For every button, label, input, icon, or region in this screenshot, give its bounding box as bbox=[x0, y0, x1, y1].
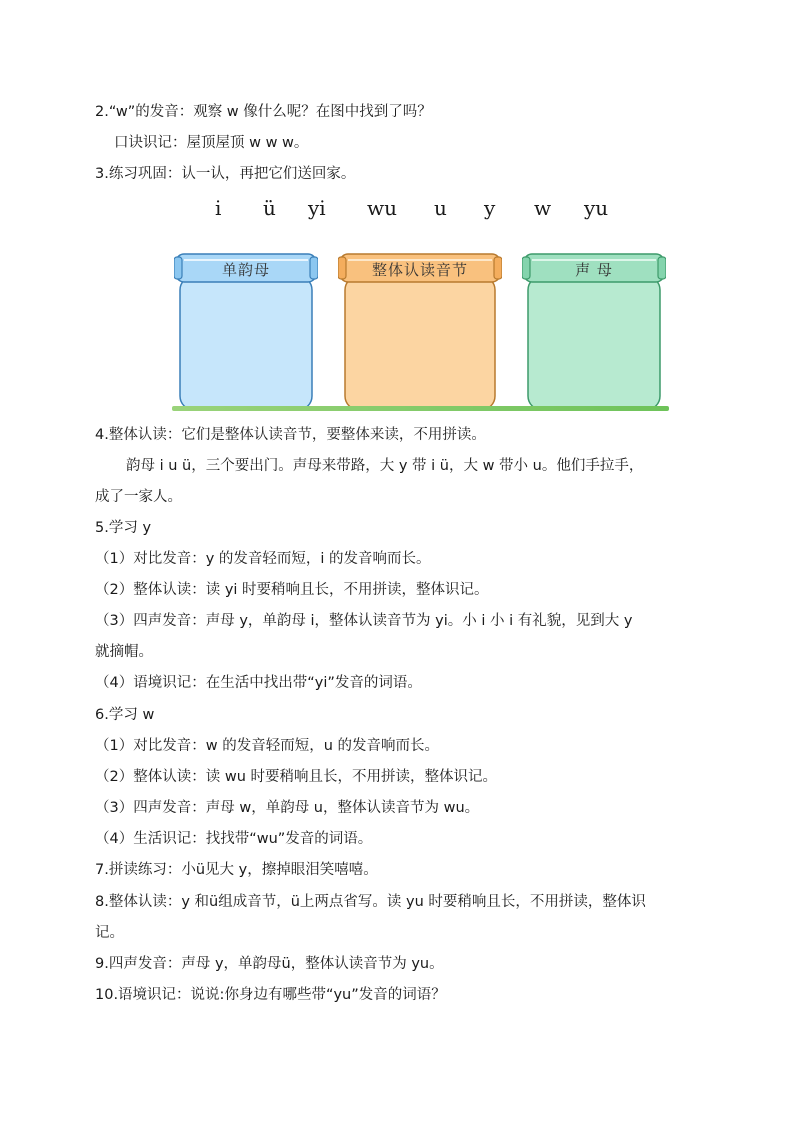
ground-strip bbox=[172, 406, 669, 411]
item-5-3: （3）四声发音：声母 y，单韵母 i，整体认读音节为 yi。小 i 小 i 有礼貌，见到大 y bbox=[95, 613, 633, 629]
jar-label: 整体认读音节 bbox=[371, 261, 468, 279]
item-8-text: 8.整体认读：y 和ü组成音节，ü上两点省写。读 yu 时要稍响且长，不用拼读，整体识 bbox=[95, 894, 646, 910]
item-5-1: （1）对比发音：y 的发音轻而短，i 的发音响而长。 bbox=[95, 551, 431, 567]
item-5-3-cont: 就摘帽。 bbox=[95, 644, 153, 660]
pinyin-row bbox=[0, 196, 794, 226]
item-6-2: （2）整体认读：读 wu 时要稍响且长，不用拼读，整体识记。 bbox=[95, 769, 497, 785]
item-5-4: （4）语境识记：在生活中找出带“yi”发音的词语。 bbox=[95, 675, 422, 691]
item-6-title: 6.学习 w bbox=[95, 707, 155, 723]
item-9-text: 9.四声发音：声母 y，单韵母ü，整体认读音节为 yu。 bbox=[95, 956, 444, 972]
item-2-text: 2.“w”的发音：观察 w 像什么呢？在图中找到了吗？ bbox=[95, 104, 432, 120]
item-5-title: 5.学习 y bbox=[95, 520, 152, 536]
pinyin-item: y bbox=[484, 196, 496, 220]
item-10-text: 10.语境识记：说说:你身边有哪些带“yu”发音的词语？ bbox=[95, 987, 446, 1003]
jar-initials bbox=[522, 250, 666, 412]
pinyin-item: yu bbox=[584, 196, 609, 220]
jar-label: 单韵母 bbox=[221, 261, 270, 279]
item-6-1: （1）对比发音：w 的发音轻而短，u 的发音响而长。 bbox=[95, 738, 439, 754]
item-8-cont: 记。 bbox=[95, 925, 124, 941]
item-6-4: （4）生活识记：找找带“wu”发音的词语。 bbox=[95, 831, 373, 847]
pinyin-item: u bbox=[434, 196, 447, 220]
pinyin-item: yi bbox=[308, 196, 326, 220]
pinyin-item: ü bbox=[263, 196, 276, 220]
item-4-rhyme-cont: 成了一家人。 bbox=[95, 489, 182, 505]
item-6-3: （3）四声发音：声母 w，单韵母 u，整体认读音节为 wu。 bbox=[95, 800, 480, 816]
item-4-text: 4.整体认读：它们是整体认读音节，要整体来读，不用拼读。 bbox=[95, 427, 486, 443]
item-7-text: 7.拼读练习：小ü见大 y，擦掉眼泪笑嘻嘻。 bbox=[95, 862, 378, 878]
item-2-mnemonic: 口诀识记：屋顶屋顶 w w w。 bbox=[114, 135, 309, 151]
item-5-2: （2）整体认读：读 yi 时要稍响且长，不用拼读，整体识记。 bbox=[95, 582, 489, 598]
jar-label: 声 母 bbox=[575, 261, 613, 279]
jar-whole-syllables bbox=[338, 250, 502, 412]
item-4-rhyme: 韵母 i u ü，三个要出门。声母来带路，大 y 带 i ü，大 w 带小 u。他们手拉手， bbox=[126, 458, 644, 474]
pinyin-item: w bbox=[534, 196, 552, 220]
pinyin-item: i bbox=[215, 196, 222, 220]
item-3-text: 3.练习巩固：认一认，再把它们送回家。 bbox=[95, 166, 356, 182]
jar-single-finals bbox=[174, 250, 318, 412]
pinyin-item: wu bbox=[367, 196, 397, 220]
